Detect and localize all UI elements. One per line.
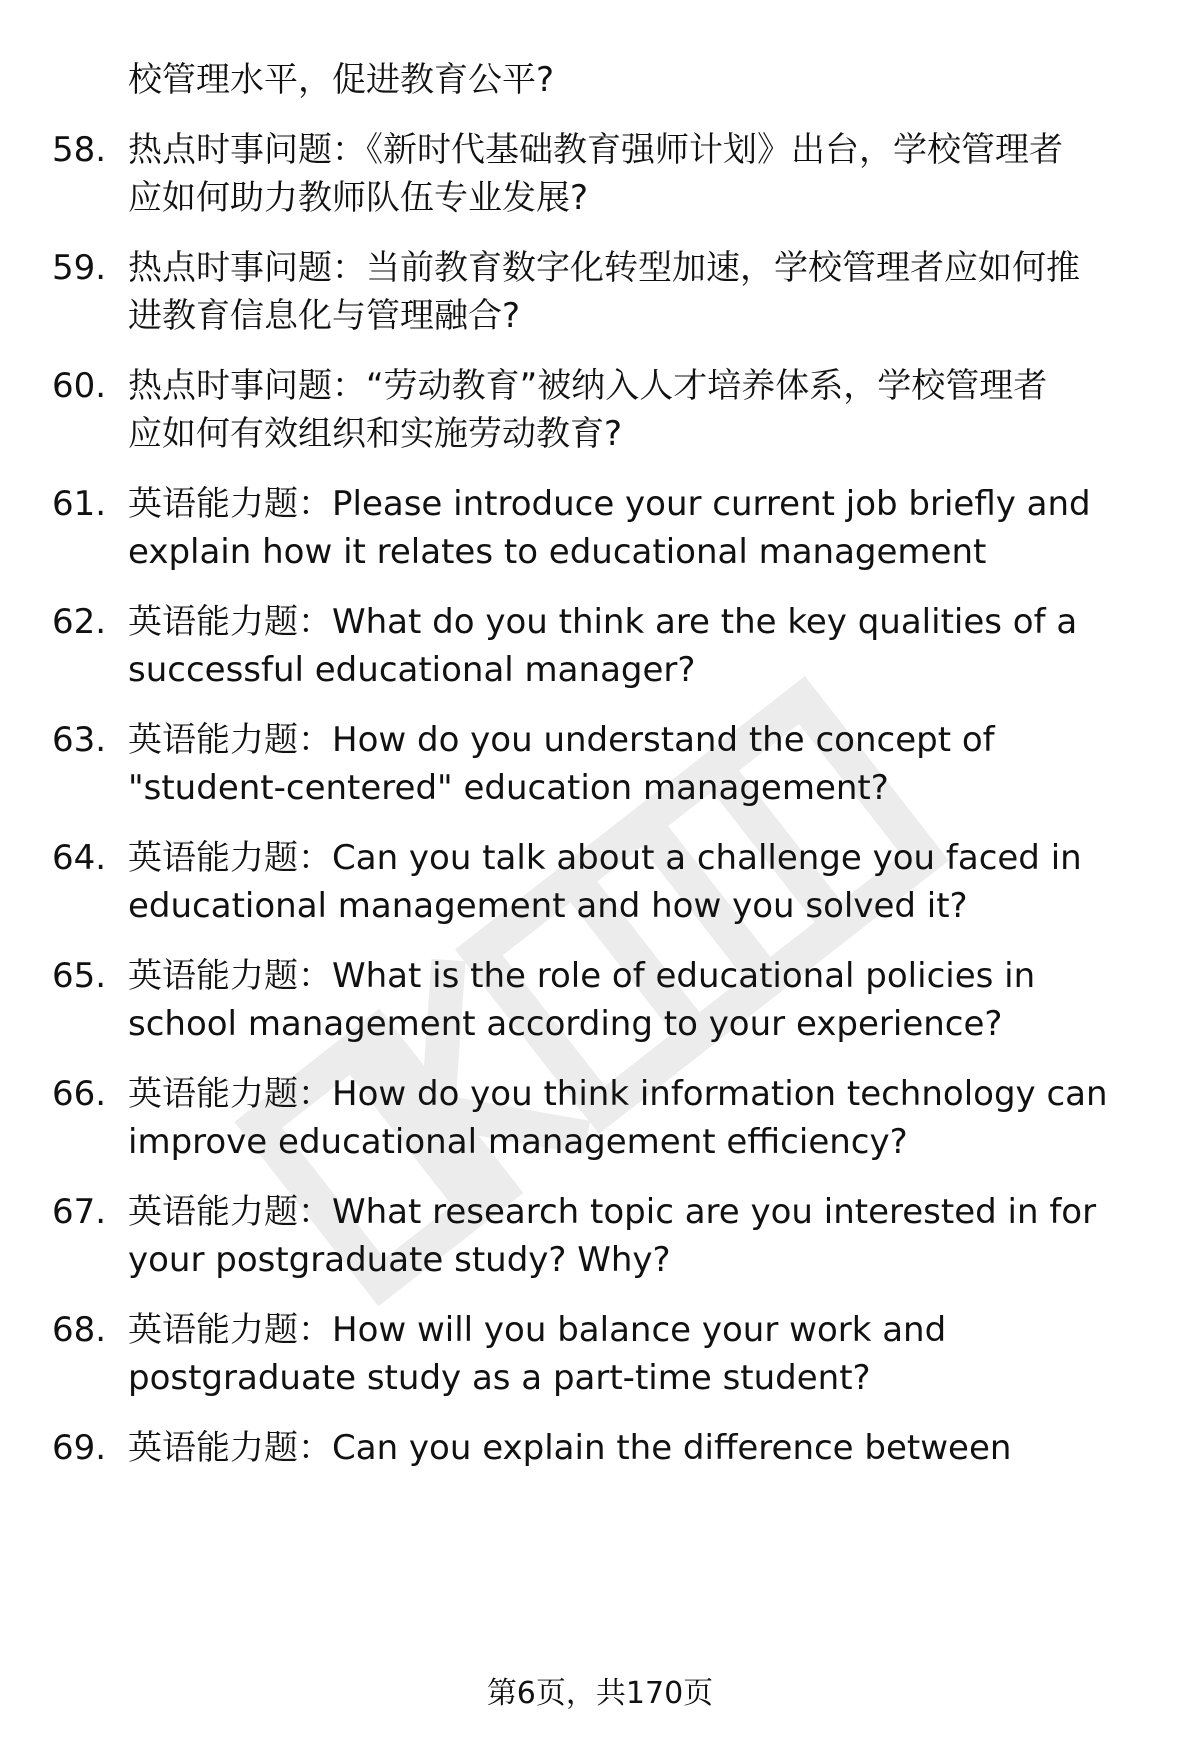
question-number: 67. bbox=[52, 1192, 107, 1232]
question-text bbox=[128, 598, 1148, 694]
question-line: "student-centered" education management? bbox=[128, 768, 889, 808]
question-line: educational management and how you solved it? bbox=[128, 886, 968, 926]
question-line: 英语能力题：What is the role of educational policies in bbox=[128, 956, 1036, 996]
question-line: successful educational manager? bbox=[128, 650, 696, 690]
question-text bbox=[128, 716, 1148, 812]
question-text bbox=[128, 1188, 1148, 1284]
question-line: 英语能力题：What research topic are you interested in for bbox=[128, 1192, 1097, 1232]
question-number: 59. bbox=[52, 248, 107, 288]
question-text bbox=[128, 126, 1148, 222]
question-line: your postgraduate study? Why? bbox=[128, 1240, 671, 1280]
question-line: explain how it relates to educational management bbox=[128, 532, 987, 572]
question-line: 英语能力题：How do you understand the concept of bbox=[128, 720, 995, 760]
question-number: 63. bbox=[52, 720, 107, 760]
question-number: 58. bbox=[52, 130, 107, 170]
question-line: improve educational management efficiency? bbox=[128, 1122, 908, 1162]
question-number: 64. bbox=[52, 838, 107, 878]
question-number: 61. bbox=[52, 484, 107, 524]
question-text bbox=[128, 834, 1148, 930]
question-line: 英语能力题：Please introduce your current job briefly and bbox=[128, 484, 1091, 524]
question-text bbox=[128, 362, 1148, 458]
question-text bbox=[128, 480, 1148, 576]
question-number: 66. bbox=[52, 1074, 107, 1114]
question-line: 应如何有效组织和实施劳动教育? bbox=[128, 414, 623, 454]
question-line: 进教育信息化与管理融合? bbox=[128, 296, 521, 336]
question-line: 英语能力题：How will you balance your work and bbox=[128, 1310, 947, 1350]
question-text bbox=[128, 244, 1148, 340]
question-line: school management according to your experience? bbox=[128, 1004, 1003, 1044]
question-text bbox=[128, 1070, 1148, 1166]
question-number: 68. bbox=[52, 1310, 107, 1350]
question-line: 英语能力题：How do you think information technology can bbox=[128, 1074, 1108, 1114]
question-number: 62. bbox=[52, 602, 107, 642]
question-line: 英语能力题：What do you think are the key qualities of a bbox=[128, 602, 1078, 642]
question-line: 英语能力题：Can you explain the difference between bbox=[128, 1428, 1012, 1468]
question-line: postgraduate study as a part-time student? bbox=[128, 1358, 871, 1398]
question-text bbox=[128, 1424, 1148, 1472]
question-line: 应如何助力教师队伍专业发展? bbox=[128, 178, 589, 218]
question-number: 69. bbox=[52, 1428, 107, 1468]
question-number: 65. bbox=[52, 956, 107, 996]
question-line: 英语能力题：Can you talk about a challenge you faced in bbox=[128, 838, 1082, 878]
question-line: 热点时事问题：《新时代基础教育强师计划》出台，学校管理者 bbox=[128, 130, 1063, 170]
page-number-footer: 第6页，共170页 bbox=[486, 1676, 714, 1711]
question-line: 热点时事问题：当前教育数字化转型加速，学校管理者应如何推 bbox=[128, 248, 1080, 288]
question-text bbox=[128, 1306, 1148, 1402]
question-text bbox=[128, 952, 1148, 1048]
question-number: 60. bbox=[52, 366, 107, 406]
continuation-text: 校管理水平，促进教育公平? bbox=[128, 60, 555, 100]
question-line: 热点时事问题：“劳动教育”被纳入人才培养体系，学校管理者 bbox=[128, 366, 1048, 406]
